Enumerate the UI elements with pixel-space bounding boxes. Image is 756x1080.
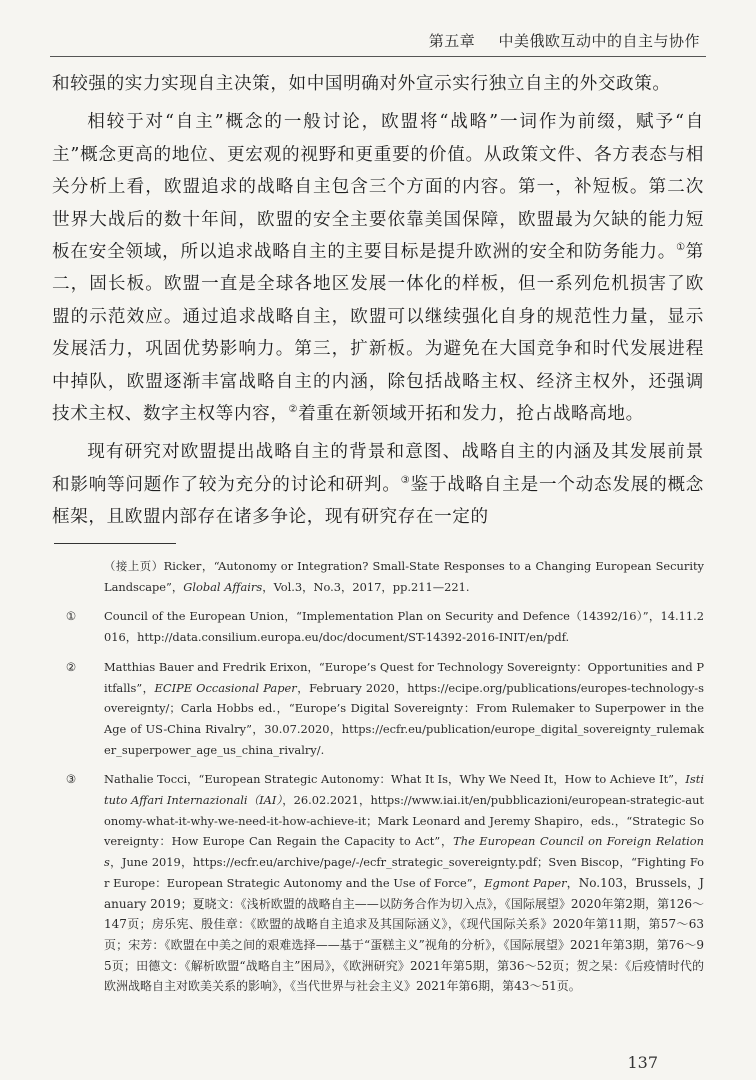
footnote-2: ② Matthias Bauer and Fredrik Erixon，“Europe’s Quest for Technology Sovereignty：Opportunities and Pitfalls”，ECIPE Occasional Paper，February 2020，https://ecipe.org/publications/europes-technology-sovereignty/；Carla Hobbs ed.，“Europe’s Digital Sovereignty：From Rulemaker to Superpower in the Age of US-China Rivalry”，30.07.2020，https://ecfr.eu/publication/europe_digital_sovereignty_rulemaker_superpower_age_us_china_rivalry/. <box>62 657 704 761</box>
running-header <box>429 30 700 51</box>
footnote-number: ③ <box>65 772 77 787</box>
chapter-title: 中美俄欧互动中的自主与协作 <box>498 32 700 50</box>
chapter-label: 第五章 <box>428 32 476 50</box>
footnotes <box>62 556 704 1006</box>
paragraph-1: 和较强的实力实现自主决策，如中国明确对外宣示实行独立自主的外交政策。 <box>52 74 671 94</box>
paragraph-3: 现有研究对欧盟提出战略自主的背景和意图、战略自主的内涵及其发展前景和影响等问题作了较为充分的讨论和研判。③鉴于战略自主是一个动态发展的概念框架，且欧盟内部存在诸多争论，现有研究存在一定的 <box>52 442 704 528</box>
footnote-number: ② <box>65 659 77 674</box>
footnote-continued: （接上页）Ricker，“Autonomy or Integration? Small-State Responses to a Changing European Security Landscape”，Global Affairs，Vol.3，No.3，2017，pp.211—221. <box>104 559 704 594</box>
footnote-ref-1[interactable]: ① <box>676 242 686 254</box>
footnote-1: ① Council of the European Union，“Implementation Plan on Security and Defence（14392/16）”，14.11.2016，http://data.consilium.europa.eu/doc/document/ST-14392-2016-INIT/en/pdf. <box>62 606 704 647</box>
page-number: 137 <box>627 1053 658 1072</box>
footnote-3: ③ Nathalie Tocci，“European Strategic Autonomy：What It Is，Why We Need It，How to Achieve It”，Istituto Affari Internazionali（IAI），26.02.2021，https://www.iai.it/en/pubblicazioni/european-strategic-autonomy-what-it-why-we-need-it-how-achieve-it；Mark Leonard and Jeremy Shapiro，eds.，“Strategic Sovereignty：How Europe Can Regain the Capacity to Act”，The European Council on Foreign Relations，June 2019，https://ecfr.eu/archive/page/-/ecfr_strategic_sovereignty.pdf；Sven Biscop，“Fighting For Europe：European Strategic Autonomy and the Use of Force”，Egmont Paper，No.103，Brussels，January 2019；夏晓文：《浅析欧盟的战略自主——以防务合作为切入点》，《国际展望》2020年第2期，第126～147页；房乐宪、殷佳章：《欧盟的战略自主追求及其国际涵义》，《现代国际关系》2020年第11期，第57～63页；宋芳：《欧盟在中美之间的艰难选择——基于“蛋糕主义”视角的分析》，《国际展望》2021年第3期，第76～95页；田德文：《解析欧盟“战略自主”困局》，《欧洲研究》2021年第5期，第36～52页；贺之杲：《后疫情时代的欧洲战略自主对欧美关系的影响》，《当代世界与社会主义》2021年第6期，第43～51页。 <box>62 769 704 997</box>
paragraph-2: 相较于对“自主”概念的一般讨论，欧盟将“战略”一词作为前缀，赋予“自主”概念更高的地位、更宏观的视野和更重要的价值。从政策文件、各方表态与相关分析上看，欧盟追求的战略自主包含三个方面的内容。第一，补短板。第二次世界大战后的数十年间，欧盟的安全主要依靠美国保障，欧盟最为欠缺的能力短板在安全领域，所以追求战略自主的主要目标是提升欧洲的安全和防务能力。①第二，固长板。欧盟一直是全球各地区发展一体化的样板，但一系列危机损害了欧盟的示范效应。通过追求战略自主，欧盟可以继续强化自身的规范性力量，显示发展活力，巩固优势影响力。第三，扩新板。为避免在大国竞争和时代发展进程中掉队，欧盟逐渐丰富战略自主的内涵，除包括战略主权、经济主权外，还强调技术主权、数字主权等内容，②着重在新领域开拓和发力，抢占战略高地。 <box>52 112 704 425</box>
footnote-ref-2[interactable]: ② <box>288 404 299 416</box>
main-text <box>52 68 704 534</box>
footnote-ref-3[interactable]: ③ <box>400 475 411 487</box>
footnote-number: ① <box>65 609 77 624</box>
header-rule <box>50 56 706 57</box>
footnote-rule <box>54 543 176 544</box>
